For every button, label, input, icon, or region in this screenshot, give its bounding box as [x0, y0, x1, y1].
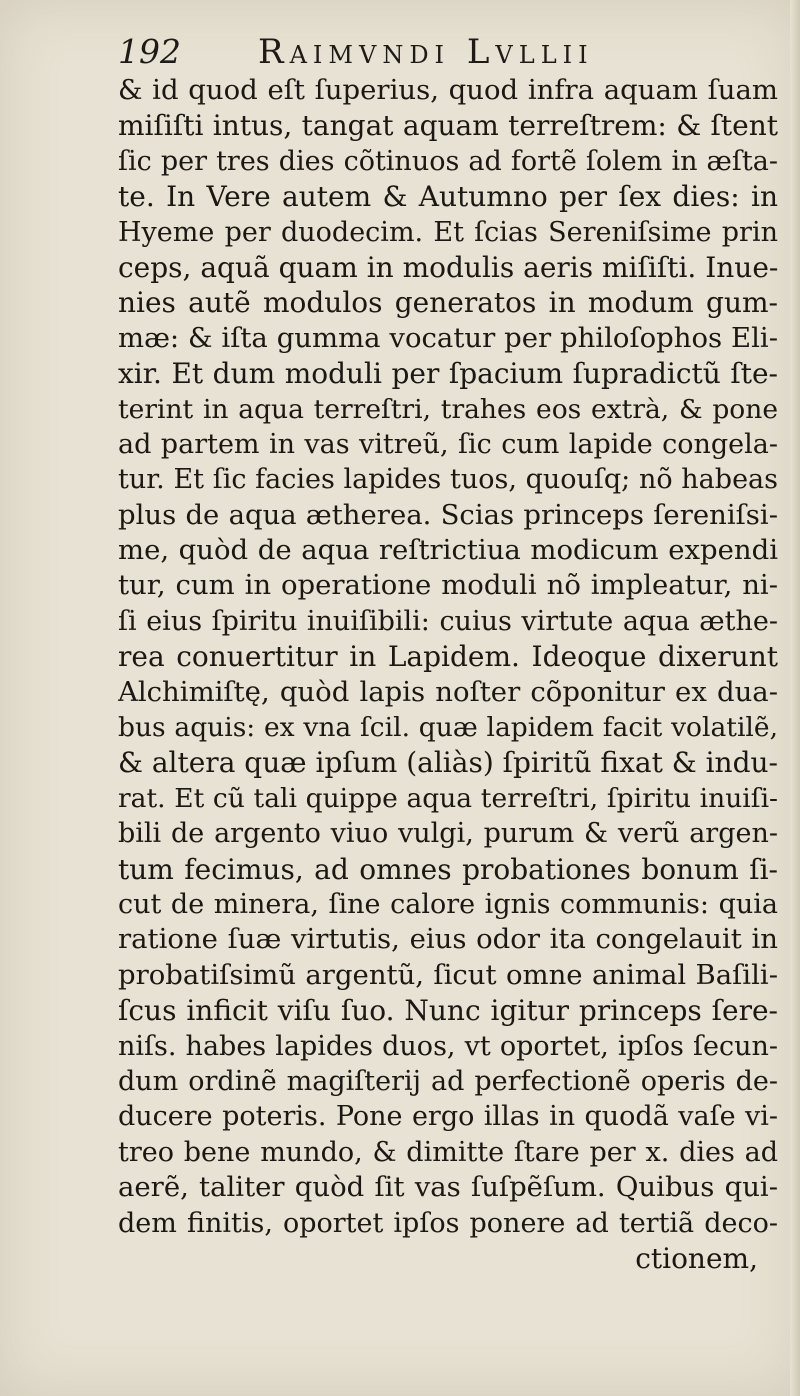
text-line: cut de minera, ſine calore ignis communis: quia	[118, 888, 778, 920]
text-line: ſi eius ſpiritu inuiſibili: cuius virtute aqua æthe-	[118, 605, 778, 637]
text-line: te. In Vere autem & Autumno per ſex dies: in	[118, 180, 778, 214]
text-line: ad partem in vas vitreũ, ſic cum lapide congela-	[118, 428, 778, 460]
text-line: & altera quæ ipſum (aliàs) ſpiritũ fixat & indu-	[118, 746, 778, 780]
text-line: rea conuertitur in Lapidem. Ideoque dixerunt	[118, 640, 778, 674]
text-line: terint in aqua terreſtri, trahes eos extrà, & pone	[118, 393, 778, 425]
page-number: 192	[118, 32, 181, 71]
text-line: me, quòd de aqua reſtrictiua modicum expendi	[118, 534, 778, 567]
text-line: dum ordinẽ magiſterij ad perfectionẽ operis de-	[118, 1065, 778, 1097]
page-header	[118, 30, 678, 76]
text-line: nies autẽ modulos generatos in modum gum-	[118, 286, 778, 320]
text-line: ceps, aquã quam in modulis aeris miſiſti. Inue-	[118, 250, 778, 284]
text-line: rat. Et cũ tali quippe aqua terreſtri, ſpiritu inuiſi-	[118, 782, 778, 814]
text-line: tur, cum in operatione moduli nõ impleatur, ni-	[118, 569, 778, 602]
text-line: ducere poteris. Pone ergo illas in quodã vaſe vi-	[118, 1101, 778, 1133]
text-line: ſic per tres dies cõtinuos ad fortẽ ſolem in æſta-	[118, 145, 778, 177]
text-line: niſs. habes lapides duos, vt oportet, ipſos ſecun-	[118, 1030, 778, 1062]
text-line: xir. Et dum moduli per ſpacium ſupradictũ ſte-	[118, 357, 778, 391]
text-line: treo bene mundo, & dimitte ſtare per x. dies ad	[118, 1136, 778, 1168]
text-line: bus aquis: ex vna ſcil. quæ lapidem facit volatilẽ,	[118, 712, 778, 744]
page-edge	[790, 0, 800, 1396]
text-line: probatiſsimũ argentũ, ſicut omne animal Baſili-	[118, 958, 778, 991]
text-line: bili de argento viuo vulgi, purum & verũ argen-	[118, 818, 778, 850]
text-line: dem finitis, oportet ipſos ponere ad tertiã deco-	[118, 1207, 778, 1239]
text-line: ſcus inficit viſu ſuo. Nunc igitur princeps ſere-	[118, 994, 778, 1028]
text-line: Hyeme per duodecim. Et ſcias Sereniſsime prin	[118, 216, 778, 248]
text-line: mæ: & iſta gumma vocatur per philoſophos Eli-	[118, 321, 778, 354]
running-title: Raimvndi Lvllii	[258, 32, 594, 72]
text-line: plus de aqua ætherea. Scias princeps ſereniſsi-	[118, 498, 778, 531]
text-line: Alchimiſtę, quòd lapis noſter cõponitur ex dua-	[118, 675, 778, 708]
text-line: aerẽ, taliter quòd ſit vas ſuſpẽſum. Quibus qui-	[118, 1171, 778, 1204]
text-line: ratione ſuæ virtutis, eius odor ita congelauit in	[118, 923, 778, 956]
text-line: tur. Et ſic facies lapides tuos, quouſq; nõ habeas	[118, 464, 778, 496]
text-line: tum fecimus, ad omnes probationes bonum ſi-	[118, 852, 778, 886]
text-line: miſiſti intus, tangat aquam terreſtrem: & ſtent	[118, 109, 778, 143]
text-line: ctionem,	[635, 1241, 758, 1275]
text-line: & id quod eſt ſuperius, quod infra aquam ſuam	[118, 74, 778, 106]
body-text	[118, 73, 778, 1276]
